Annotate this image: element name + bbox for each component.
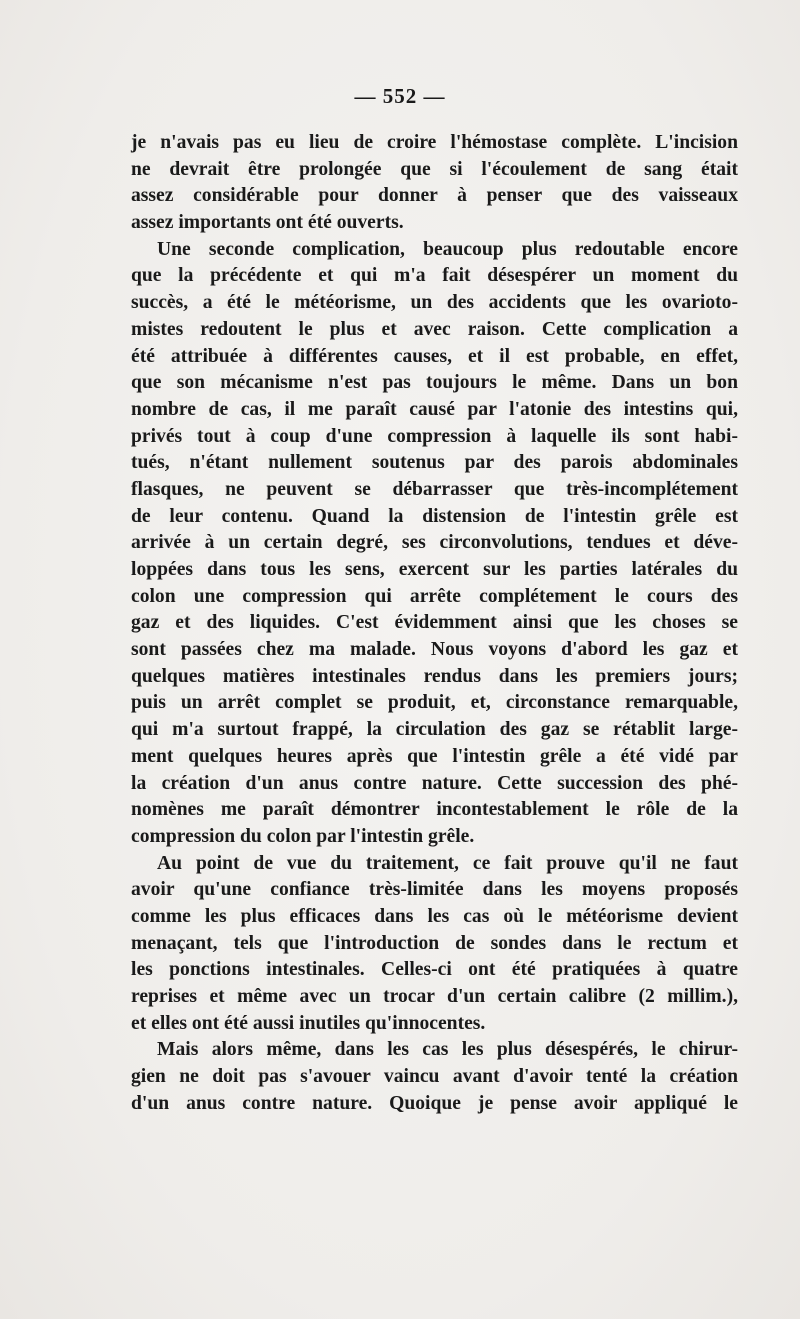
text-line: que la précédente et qui m'a fait désespérer un moment du: [131, 265, 738, 287]
text-line: colon une compression qui arrête complétement le cours des: [131, 585, 738, 607]
paragraph: [131, 237, 738, 851]
text-line: arrivée à un certain degré, ses circonvolutions, tendues et déve-: [131, 532, 738, 554]
body-text: [131, 130, 738, 1117]
text-line: loppées dans tous les sens, exercent sur les parties latérales du: [131, 559, 738, 580]
text-line: gaz et des liquides. C'est évidemment ainsi que les choses se: [131, 612, 738, 634]
text-line: sont passées chez ma malade. Nous voyons d'abord les gaz et: [131, 639, 738, 661]
text-line: puis un arrêt complet se produit, et, circonstance remarquable,: [131, 692, 738, 714]
text-line: gien ne doit pas s'avouer vaincu avant d'avoir tenté la création: [131, 1066, 738, 1088]
paragraph: [131, 130, 738, 237]
text-line: je n'avais pas eu lieu de croire l'hémostase complète. L'incision: [131, 132, 738, 153]
text-line: flasques, ne peuvent se débarrasser que très-incomplétement: [131, 478, 738, 500]
text-line: privés tout à coup d'une compression à laquelle ils sont habi-: [131, 425, 738, 447]
text-line: avoir qu'une confiance très-limitée dans les moyens proposés: [131, 879, 738, 901]
text-line: assez considérable pour donner à penser que des vaisseaux: [131, 185, 738, 207]
paragraph: [131, 851, 738, 1038]
text-line: tués, n'étant nullement soutenus par des parois abdominales: [131, 452, 738, 474]
text-line: que son mécanisme n'est pas toujours le même. Dans un bon: [131, 372, 738, 394]
text-line: été attribuée à différentes causes, et il est probable, en effet,: [131, 345, 738, 367]
text-line: la création d'un anus contre nature. Cette succession des phé-: [131, 772, 738, 794]
text-line: nomènes me paraît démontrer incontestablement le rôle de la: [131, 799, 738, 821]
paragraph: [131, 1037, 738, 1117]
text-line: reprises et même avec un trocar d'un certain calibre (2 millim.),: [131, 986, 738, 1007]
text-line: et elles ont été aussi inutiles qu'innocentes.: [131, 1012, 486, 1034]
text-line: Au point de vue du traitement, ce fait prouve qu'il ne faut: [157, 852, 738, 874]
text-line: les ponctions intestinales. Celles-ci ont été pratiquées à quatre: [131, 959, 738, 981]
text-line: quelques matières intestinales rendus dans les premiers jours;: [131, 665, 738, 687]
text-line: nombre de cas, il me paraît causé par l'atonie des intestins qui,: [131, 398, 738, 420]
text-line: de leur contenu. Quand la distension de l'intestin grêle est: [131, 505, 738, 527]
text-line: menaçant, tels que l'introduction de sondes dans le rectum et: [131, 932, 738, 954]
text-line: succès, a été le météorisme, un des accidents que les ovarioto-: [131, 292, 738, 314]
text-line: mistes redoutent le plus et avec raison. Cette complication a: [131, 318, 738, 340]
text-line: d'un anus contre nature. Quoique je pense avoir appliqué le: [131, 1092, 738, 1114]
text-line: ment quelques heures après que l'intestin grêle a été vidé par: [131, 745, 738, 767]
text-line: Une seconde complication, beaucoup plus redoutable encore: [157, 238, 738, 260]
text-line: Mais alors même, dans les cas les plus désespérés, le chirur-: [157, 1039, 738, 1061]
text-line: assez importants ont été ouverts.: [131, 212, 404, 234]
text-line: qui m'a surtout frappé, la circulation des gaz se rétablit large-: [131, 719, 738, 741]
text-line: compression du colon par l'intestin grêle.: [131, 825, 475, 847]
text-line: ne devrait être prolongée que si l'écoulement de sang était: [131, 158, 738, 180]
page-number: — 552 —: [354, 84, 446, 108]
text-line: comme les plus efficaces dans les cas où le météorisme devient: [131, 905, 738, 927]
